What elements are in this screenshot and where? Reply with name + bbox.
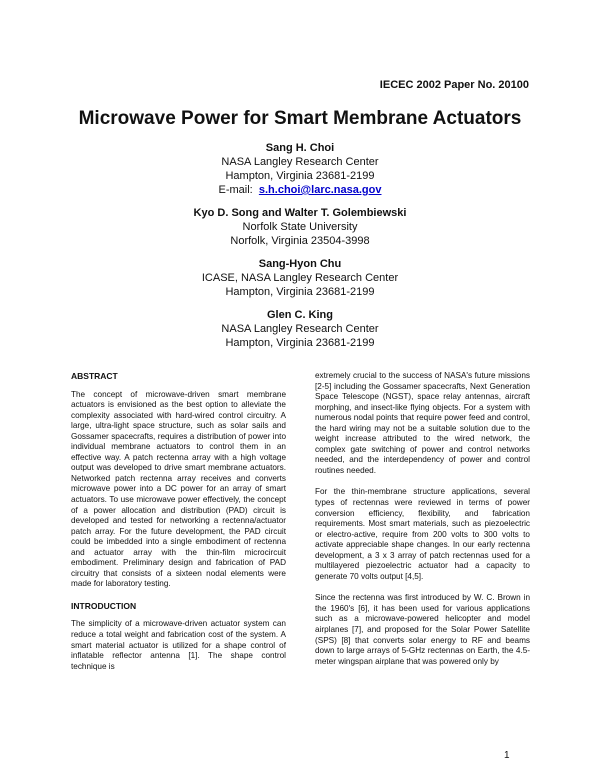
paper-title: Microwave Power for Smart Membrane Actuators (78, 108, 522, 129)
author-address: Hampton, Virginia 23681-2199 (225, 286, 375, 298)
author-address: Hampton, Virginia 23681-2199 (225, 337, 375, 349)
author-block (0, 308, 600, 350)
email-link[interactable]: s.h.choi@larc.nasa.gov (258, 184, 382, 196)
author-email-line (0, 183, 600, 197)
author-block (0, 206, 600, 248)
introduction-text: The simplicity of a microwave-driven actuator system can reduce a total weight and fabrication cost of the system. A smart material actuator is utilized for a shape control of inflatable reflector antenna [1]. The shape control technique is (71, 619, 286, 671)
author-affiliation: ICASE, NASA Langley Research Center (201, 272, 399, 284)
abstract-text: The concept of microwave-driven smart membrane actuators is envisioned as the best option to alleviate the complexity associated with hard-wired control circuitry. A large, ultra-light space structure, such as solar sails and Gossamer spacecrafts, requires a distribution of power into individual membrane actuators to control them in an effective way. A patch rectenna array with a high voltage output was developed to drive smart membrane actuators. Networked patch rectenna array receives and converts microwave power into a DC power for an array of smart actuators. To use microwave power effectively, the concept of a power allocation and distribution (PAD) circuit is developed and tested for networking a rectenna/actuator patch array. For the future development, the PAD circuit could be imbedded into a single embodiment of rectenna and actuator array with the thin-film microcircuit embodiment. Preliminary design and fabrication of PAD circuitry that consists of a sixteen nodal elements were made for laboratory testing. (71, 389, 286, 589)
body-paragraph: For the thin-membrane structure applications, several types of rectennas were reviewed in terms of power conversion efficiency, flexibility, and fabrication requirements. Most smart materials, such as piezoelectric or electro-active, require from 200 volts to 300 volts to activate appreciable shape changes. In our early rectenna development, a 3 x 3 array of patch rectennas used for a multilayered piezoelectric actuator had a capacity to generate 70 volts output [4,5]. (315, 487, 530, 581)
paper-number: IECEC 2002 Paper No. 20100 (379, 79, 529, 91)
author-affiliation: NASA Langley Research Center (221, 156, 379, 168)
author-block (0, 141, 600, 197)
author-name: Sang H. Choi (265, 142, 335, 154)
author-name: Glen C. King (267, 309, 333, 321)
author-list (0, 141, 600, 359)
body-paragraph: Since the rectenna was first introduced by W. C. Brown in the 1960's [6], it has been used for various applications such as a microwave-powered helicopter and model airplanes [7], and proposed for the Solar Power Satellite (SPS) [8] that converts solar energy to RF and beams down to large arrays of 5-GHz rectennas on Earth, the 4.5-meter wingspan airplane that was powered only by (315, 593, 530, 666)
abstract-heading: ABSTRACT (71, 371, 118, 381)
author-address: Hampton, Virginia 23681-2199 (225, 170, 375, 182)
left-column (71, 371, 286, 683)
body-paragraph: extremely crucial to the success of NASA's future missions [2-5] including the Gossamer spacecrafts, Next Generation Space Telescope (NGST), space relay antennas, aircraft morphing, and insect-like flying objects. For a system with numerous nodal points that require power feed and control, the hard wiring may not be a suitable solution due to the weight increase attributed to the wired network, the complex gate switching of power and control networks needed, and the interdependency of power and control routines needed. (315, 371, 530, 475)
introduction-heading: INTRODUCTION (71, 600, 137, 611)
right-column (315, 371, 530, 678)
author-block (0, 257, 600, 299)
author-name: Sang-Hyon Chu (258, 258, 342, 270)
author-address: Norfolk, Virginia 23504-3998 (230, 235, 370, 247)
author-affiliation: NASA Langley Research Center (221, 323, 379, 335)
page-number: 1 (504, 750, 510, 761)
author-affiliation: Norfolk State University (242, 221, 358, 233)
author-name: Kyo D. Song and Walter T. Golembiewski (193, 207, 407, 219)
email-label: E-mail: (218, 184, 253, 196)
